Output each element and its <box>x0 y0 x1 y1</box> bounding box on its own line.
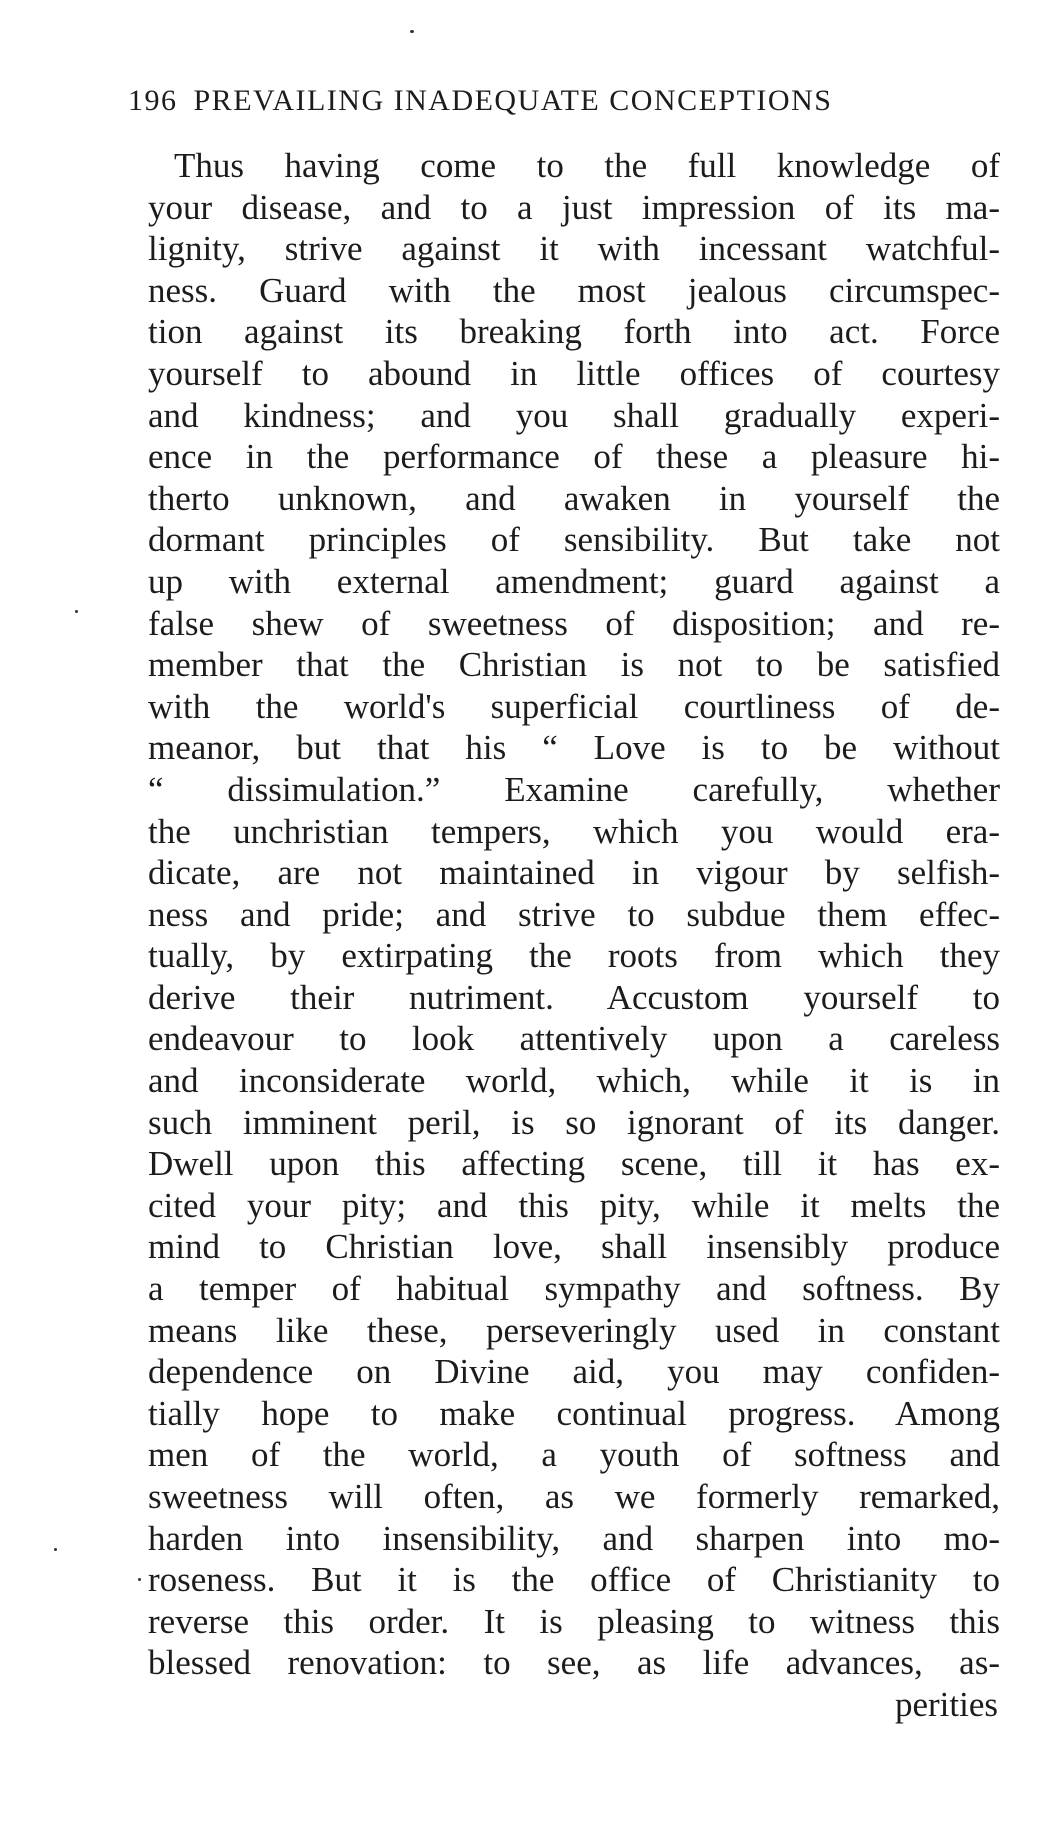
body-text <box>148 145 1000 1726</box>
text-line: ness. Guard with the most jealous circumspec- <box>148 270 1000 310</box>
text-line: “ dissimulation.” Examine carefully, whether <box>148 769 1000 809</box>
running-header <box>128 82 998 120</box>
text-line: up with external amendment; guard against a <box>148 561 1000 601</box>
text-line: harden into insensibility, and sharpen into mo- <box>148 1518 1000 1558</box>
text-line: yourself to abound in little offices of courtesy <box>148 353 1000 393</box>
text-line: reverse this order. It is pleasing to witness this <box>148 1601 1000 1641</box>
text-line: dormant principles of sensibility. But take not <box>148 520 1000 560</box>
text-line: a temper of habitual sympathy and softness. By <box>148 1269 1000 1309</box>
text-line: and kindness; and you shall gradually experi- <box>148 395 1000 435</box>
text-line: Dwell upon this affecting scene, till it has ex- <box>148 1144 1000 1184</box>
ink-speck <box>54 1548 57 1551</box>
text-line: and inconsiderate world, which, while it is in <box>148 1061 1000 1101</box>
ink-speck <box>75 610 78 613</box>
text-line: therto unknown, and awaken in yourself the <box>148 478 1000 518</box>
text-line: blessed renovation: to see, as life advances, as- <box>148 1643 1000 1683</box>
text-line: your disease, and to a just impression of its ma- <box>148 187 1000 227</box>
text-line: member that the Christian is not to be satisfied <box>148 645 1000 685</box>
text-line: men of the world, a youth of softness and <box>148 1435 1000 1475</box>
text-line: ness and pride; and strive to subdue them effec- <box>148 894 1000 934</box>
text-line: cited your pity; and this pity, while it melts the <box>148 1185 1000 1225</box>
text-line: dicate, are not maintained in vigour by selfish- <box>148 853 1000 893</box>
text-line: means like these, perseveringly used in constant <box>148 1310 1000 1350</box>
text-line: tially hope to make continual progress. Among <box>148 1393 1000 1433</box>
text-line: dependence on Divine aid, you may confiden- <box>148 1352 1000 1392</box>
text-line: sweetness will often, as we formerly remarked, <box>148 1477 1000 1516</box>
text-line: the unchristian tempers, which you would era- <box>148 811 1000 851</box>
text-line: meanor, but that his “ Love is to be without <box>148 728 1000 768</box>
text-line: ence in the performance of these a pleasure hi- <box>148 437 1000 477</box>
text-line: derive their nutriment. Accustom yourself to <box>148 977 1000 1017</box>
text-line: tion against its breaking forth into act. Force <box>148 312 1000 352</box>
page-number: 196 <box>128 84 178 117</box>
catchword: perities <box>894 1684 998 1724</box>
text-line: with the world's superficial courtliness of de- <box>148 686 1000 726</box>
ink-speck <box>138 1578 141 1581</box>
text-line: false shew of sweetness of disposition; and re- <box>148 603 1000 643</box>
text-line: such imminent peril, is so ignorant of its danger. <box>148 1102 1000 1142</box>
running-title: PREVAILING INADEQUATE CONCEPTIONS <box>193 84 833 117</box>
text-line: roseness. But it is the office of Christianity to <box>148 1560 1000 1600</box>
text-line: tually, by extirpating the roots from which they <box>148 936 1000 976</box>
text-line: mind to Christian love, shall insensibly produce <box>148 1227 1000 1267</box>
text-line: Thus having come to the full knowledge of <box>174 146 1000 185</box>
text-line: endeavour to look attentively upon a careless <box>148 1019 1000 1059</box>
text-line: lignity, strive against it with incessant watchful- <box>148 229 1000 269</box>
ink-speck <box>410 30 414 33</box>
